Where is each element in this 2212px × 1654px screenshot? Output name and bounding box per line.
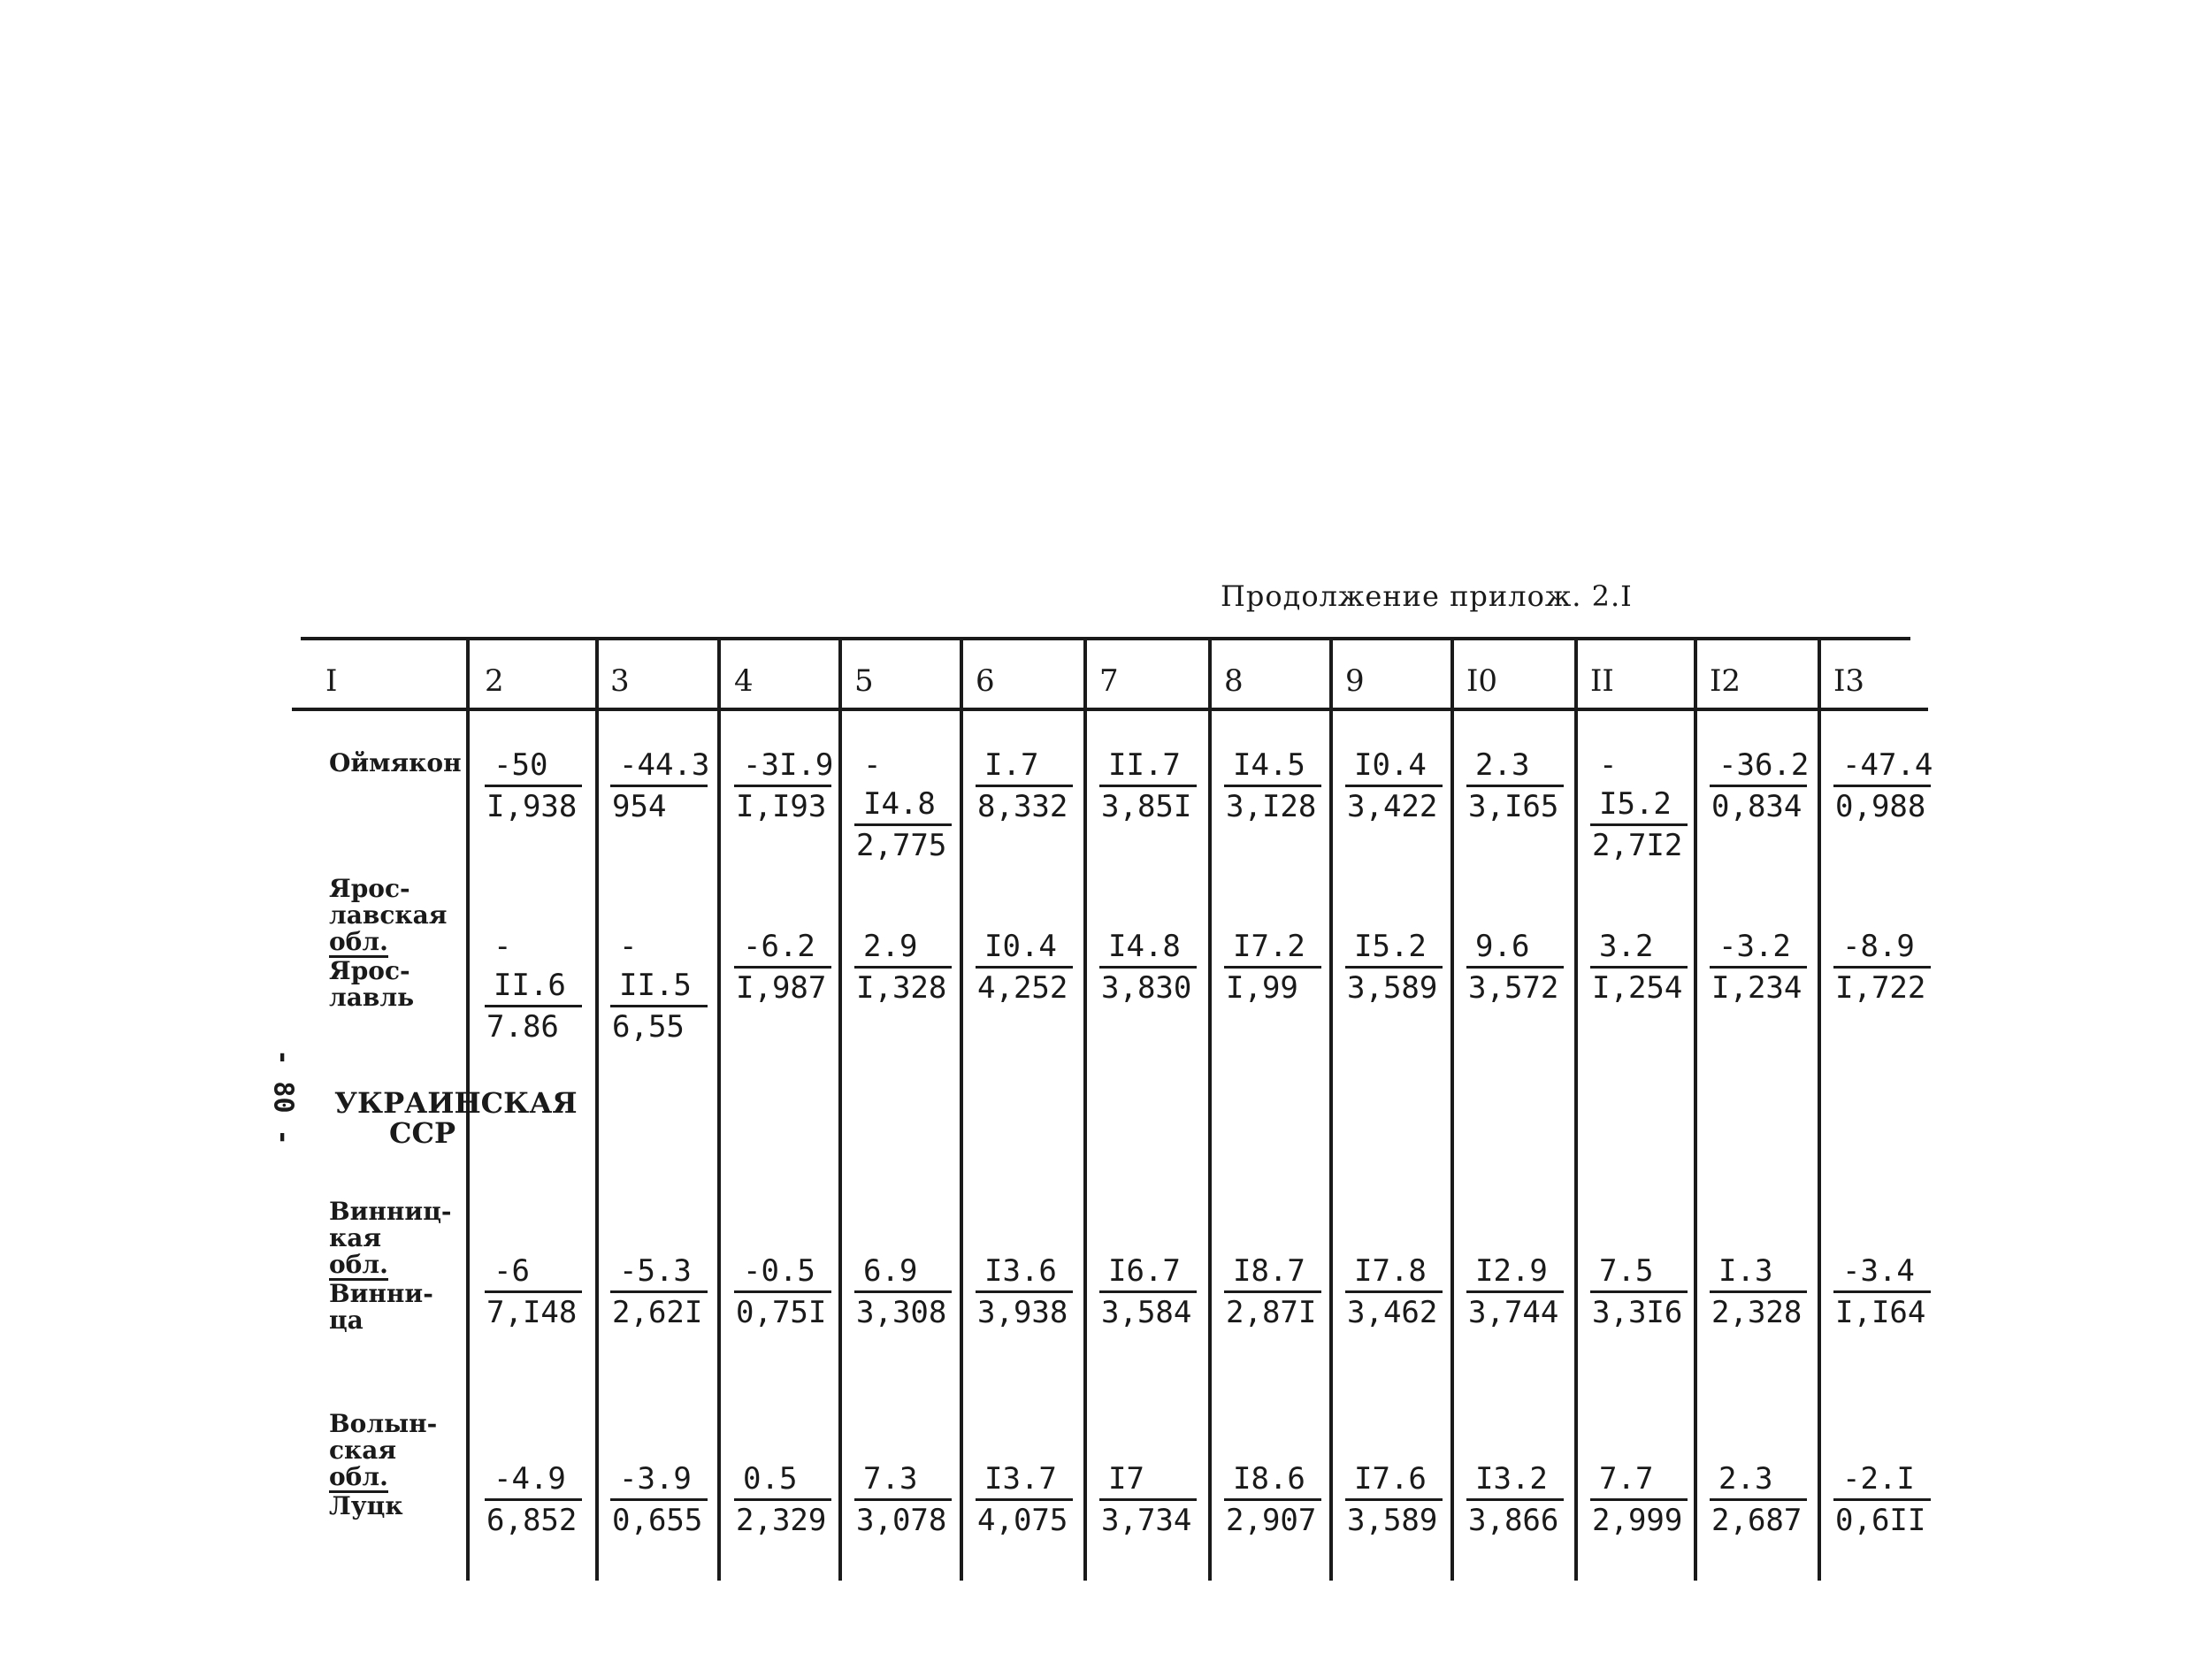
data-cell <box>610 927 725 1046</box>
row-label-line: обл. <box>329 1462 388 1491</box>
cell-numerator: I8.7 <box>1224 1252 1321 1293</box>
cell-denominator: 6,852 <box>486 1503 578 1538</box>
cell-denominator: 0,988 <box>1835 789 1926 824</box>
header-bottom-rule <box>292 708 1928 711</box>
cell-numerator: 2.9 <box>854 927 952 969</box>
data-cell <box>854 1252 969 1332</box>
data-cell <box>1833 746 1948 826</box>
data-cell <box>1833 1459 1948 1540</box>
cell-denominator: 0,655 <box>612 1503 703 1538</box>
data-cell <box>734 1459 849 1540</box>
cell-numerator: -50 <box>485 746 582 787</box>
cell-denominator: 2,7I2 <box>1592 828 1683 863</box>
cell-denominator: 3,572 <box>1468 970 1559 1006</box>
row-label-line: обл. <box>329 927 388 956</box>
cell-denominator: 0,75I <box>736 1295 827 1330</box>
data-cell <box>1590 927 1705 1007</box>
data-cell <box>976 1252 1091 1332</box>
cell-denominator: 0,6II <box>1835 1503 1926 1538</box>
cell-denominator: 2,329 <box>736 1503 827 1538</box>
cell-denominator: 2,62I <box>612 1295 703 1330</box>
cell-numerator: II.7 <box>1099 746 1197 787</box>
cell-numerator: I2.9 <box>1466 1252 1564 1293</box>
column-header: 6 <box>976 663 995 699</box>
row-label-lutsk <box>329 1411 437 1520</box>
cell-numerator: 0.5 <box>734 1459 831 1501</box>
column-header: 2 <box>485 663 504 699</box>
cell-denominator: 3,589 <box>1347 1503 1438 1538</box>
data-cell <box>485 1252 600 1332</box>
cell-numerator: -II.6 <box>485 927 582 1007</box>
cell-numerator: -8.9 <box>1833 927 1931 969</box>
section-heading-line: УКРАИНСКАЯ <box>334 1086 578 1120</box>
row-label-line: ца <box>329 1306 364 1335</box>
cell-denominator: 7.86 <box>486 1009 559 1045</box>
cell-denominator: 2,87I <box>1226 1295 1317 1330</box>
row-label-line: Луцк <box>329 1491 403 1520</box>
data-cell <box>1466 746 1581 826</box>
data-cell <box>610 1252 725 1332</box>
data-cell <box>1345 1252 1460 1332</box>
cell-denominator: 954 <box>612 789 667 824</box>
cell-numerator: 2.3 <box>1710 1459 1807 1501</box>
cell-numerator: I7.8 <box>1345 1252 1443 1293</box>
data-cell <box>1224 1459 1339 1540</box>
cell-numerator: -0.5 <box>734 1252 831 1293</box>
cell-denominator: I,I64 <box>1835 1295 1926 1330</box>
data-cell <box>734 927 849 1007</box>
column-header: 7 <box>1099 663 1119 699</box>
cell-denominator: 2,687 <box>1711 1503 1803 1538</box>
page-number <box>265 1048 301 1145</box>
cell-numerator: I7 <box>1099 1459 1197 1501</box>
cell-numerator: -5.3 <box>610 1252 708 1293</box>
cell-denominator: I,722 <box>1835 970 1926 1006</box>
column-header: II <box>1590 663 1614 699</box>
data-cell <box>1710 1252 1825 1332</box>
data-cell <box>485 1459 600 1540</box>
row-label-vinnitsa <box>329 1198 452 1334</box>
cell-denominator: 3,3I6 <box>1592 1295 1683 1330</box>
cell-denominator: 4,075 <box>977 1503 1068 1538</box>
data-cell <box>1224 927 1339 1007</box>
section-heading-line: ССР <box>389 1116 455 1150</box>
data-cell <box>1466 927 1581 1007</box>
cell-denominator: I,987 <box>736 970 827 1006</box>
cell-denominator: 0,834 <box>1711 789 1803 824</box>
cell-denominator: I,254 <box>1592 970 1683 1006</box>
cell-numerator: -3.2 <box>1710 927 1807 969</box>
cell-numerator: -36.2 <box>1710 746 1807 787</box>
data-cell <box>1345 927 1460 1007</box>
cell-numerator: I0.4 <box>976 927 1073 969</box>
row-label-line: кая <box>329 1223 382 1252</box>
row-label-line: лавская <box>329 900 448 930</box>
cell-denominator: I,328 <box>856 970 947 1006</box>
cell-denominator: 2,328 <box>1711 1295 1803 1330</box>
cell-numerator: I4.8 <box>1099 927 1197 969</box>
page-number-text: - 80 - <box>267 1048 299 1145</box>
cell-denominator: 3,584 <box>1101 1295 1192 1330</box>
data-cell <box>1099 1252 1214 1332</box>
column-header: 9 <box>1345 663 1365 699</box>
cell-numerator: I3.6 <box>976 1252 1073 1293</box>
data-cell <box>1345 746 1460 826</box>
cell-numerator: I4.5 <box>1224 746 1321 787</box>
data-cell <box>485 746 600 826</box>
cell-numerator: I8.6 <box>1224 1459 1321 1501</box>
column-header: 5 <box>854 663 874 699</box>
row-label-line: Оймякон <box>329 748 462 777</box>
section-heading-ukrainian-ssr <box>334 1086 578 1150</box>
row-label-line: Винниц- <box>329 1197 452 1226</box>
row-label-line: Ярос- <box>329 956 410 985</box>
cell-denominator: 3,938 <box>977 1295 1068 1330</box>
cell-numerator: I0.4 <box>1345 746 1443 787</box>
data-cell <box>976 746 1091 826</box>
data-cell <box>1833 1252 1948 1332</box>
cell-denominator: 3,I28 <box>1226 789 1317 824</box>
column-header: 3 <box>610 663 630 699</box>
cell-denominator: 3,85I <box>1101 789 1192 824</box>
row-label-yaroslavl <box>329 876 447 1011</box>
cell-numerator: 3.2 <box>1590 927 1688 969</box>
data-cell <box>1590 1252 1705 1332</box>
row-label-line: Ярос- <box>329 874 410 903</box>
column-header: I3 <box>1833 663 1865 699</box>
row-label-line: обл. <box>329 1250 388 1279</box>
data-cell <box>1224 1252 1339 1332</box>
data-cell <box>854 927 969 1007</box>
table-top-rule <box>301 637 1910 640</box>
data-cell <box>854 1459 969 1540</box>
column-header: I <box>325 663 338 699</box>
cell-denominator: 6,55 <box>612 1009 685 1045</box>
cell-numerator: -3.9 <box>610 1459 708 1501</box>
cell-numerator: I7.2 <box>1224 927 1321 969</box>
cell-numerator: -3I.9 <box>734 746 831 787</box>
row-label-line: Волын- <box>329 1409 438 1438</box>
cell-numerator: I3.7 <box>976 1459 1073 1501</box>
cell-denominator: I,938 <box>486 789 578 824</box>
cell-numerator: I.3 <box>1710 1252 1807 1293</box>
cell-denominator: I,99 <box>1226 970 1298 1006</box>
cell-denominator: 2,999 <box>1592 1503 1683 1538</box>
cell-numerator: I6.7 <box>1099 1252 1197 1293</box>
cell-denominator: 4,252 <box>977 970 1068 1006</box>
data-cell <box>485 927 600 1046</box>
row-label-line: Винни- <box>329 1279 433 1308</box>
cell-denominator: 3,462 <box>1347 1295 1438 1330</box>
cell-denominator: 3,589 <box>1347 970 1438 1006</box>
cell-numerator: I.7 <box>976 746 1073 787</box>
row-label-line: лавль <box>329 983 415 1012</box>
cell-numerator: -4.9 <box>485 1459 582 1501</box>
cell-denominator: 3,866 <box>1468 1503 1559 1538</box>
column-header: 4 <box>734 663 754 699</box>
data-cell <box>1099 1459 1214 1540</box>
cell-numerator: -47.4 <box>1833 746 1931 787</box>
column-header: I0 <box>1466 663 1498 699</box>
data-cell <box>1710 927 1825 1007</box>
row-label-line: ская <box>329 1436 397 1465</box>
data-cell <box>1466 1459 1581 1540</box>
cell-numerator: I5.2 <box>1345 927 1443 969</box>
data-cell <box>1590 1459 1705 1540</box>
data-cell <box>1345 1459 1460 1540</box>
data-cell <box>1099 927 1214 1007</box>
data-cell <box>1099 746 1214 826</box>
cell-numerator: -I4.8 <box>854 746 952 826</box>
data-cell <box>734 746 849 826</box>
data-cell <box>1466 1252 1581 1332</box>
data-cell <box>610 746 725 826</box>
data-cell <box>1590 746 1705 865</box>
data-cell <box>734 1252 849 1332</box>
cell-numerator: 7.7 <box>1590 1459 1688 1501</box>
cell-numerator: 6.9 <box>854 1252 952 1293</box>
data-cell <box>1710 1459 1825 1540</box>
cell-numerator: -6 <box>485 1252 582 1293</box>
cell-denominator: 3,308 <box>856 1295 947 1330</box>
cell-denominator: 3,830 <box>1101 970 1192 1006</box>
cell-numerator: 2.3 <box>1466 746 1564 787</box>
cell-numerator: 9.6 <box>1466 927 1564 969</box>
data-cell <box>610 1459 725 1540</box>
cell-denominator: 8,332 <box>977 789 1068 824</box>
cell-numerator: -6.2 <box>734 927 831 969</box>
cell-numerator: 7.5 <box>1590 1252 1688 1293</box>
cell-denominator: 2,775 <box>856 828 947 863</box>
data-cell <box>854 746 969 865</box>
cell-numerator: -I5.2 <box>1590 746 1688 826</box>
cell-denominator: 3,422 <box>1347 789 1438 824</box>
cell-denominator: 7,I48 <box>486 1295 578 1330</box>
cell-denominator: 3,744 <box>1468 1295 1559 1330</box>
data-cell <box>1833 927 1948 1007</box>
cell-numerator: I3.2 <box>1466 1459 1564 1501</box>
cell-denominator: I,234 <box>1711 970 1803 1006</box>
cell-denominator: 3,I65 <box>1468 789 1559 824</box>
column-header: 8 <box>1224 663 1244 699</box>
table-caption: Продолжение прилож. 2.I <box>1221 579 1633 613</box>
cell-numerator: 7.3 <box>854 1459 952 1501</box>
column-header: I2 <box>1710 663 1741 699</box>
data-cell <box>1710 746 1825 826</box>
cell-numerator: I7.6 <box>1345 1459 1443 1501</box>
cell-denominator: 3,734 <box>1101 1503 1192 1538</box>
cell-denominator: I,I93 <box>736 789 827 824</box>
cell-numerator: -II.5 <box>610 927 708 1007</box>
data-cell <box>976 1459 1091 1540</box>
data-cell <box>1224 746 1339 826</box>
cell-numerator: -3.4 <box>1833 1252 1931 1293</box>
cell-numerator: -2.I <box>1833 1459 1931 1501</box>
cell-denominator: 3,078 <box>856 1503 947 1538</box>
row-label-oymyakon <box>329 750 462 777</box>
cell-numerator: -44.3 <box>610 746 708 787</box>
cell-denominator: 2,907 <box>1226 1503 1317 1538</box>
data-cell <box>976 927 1091 1007</box>
